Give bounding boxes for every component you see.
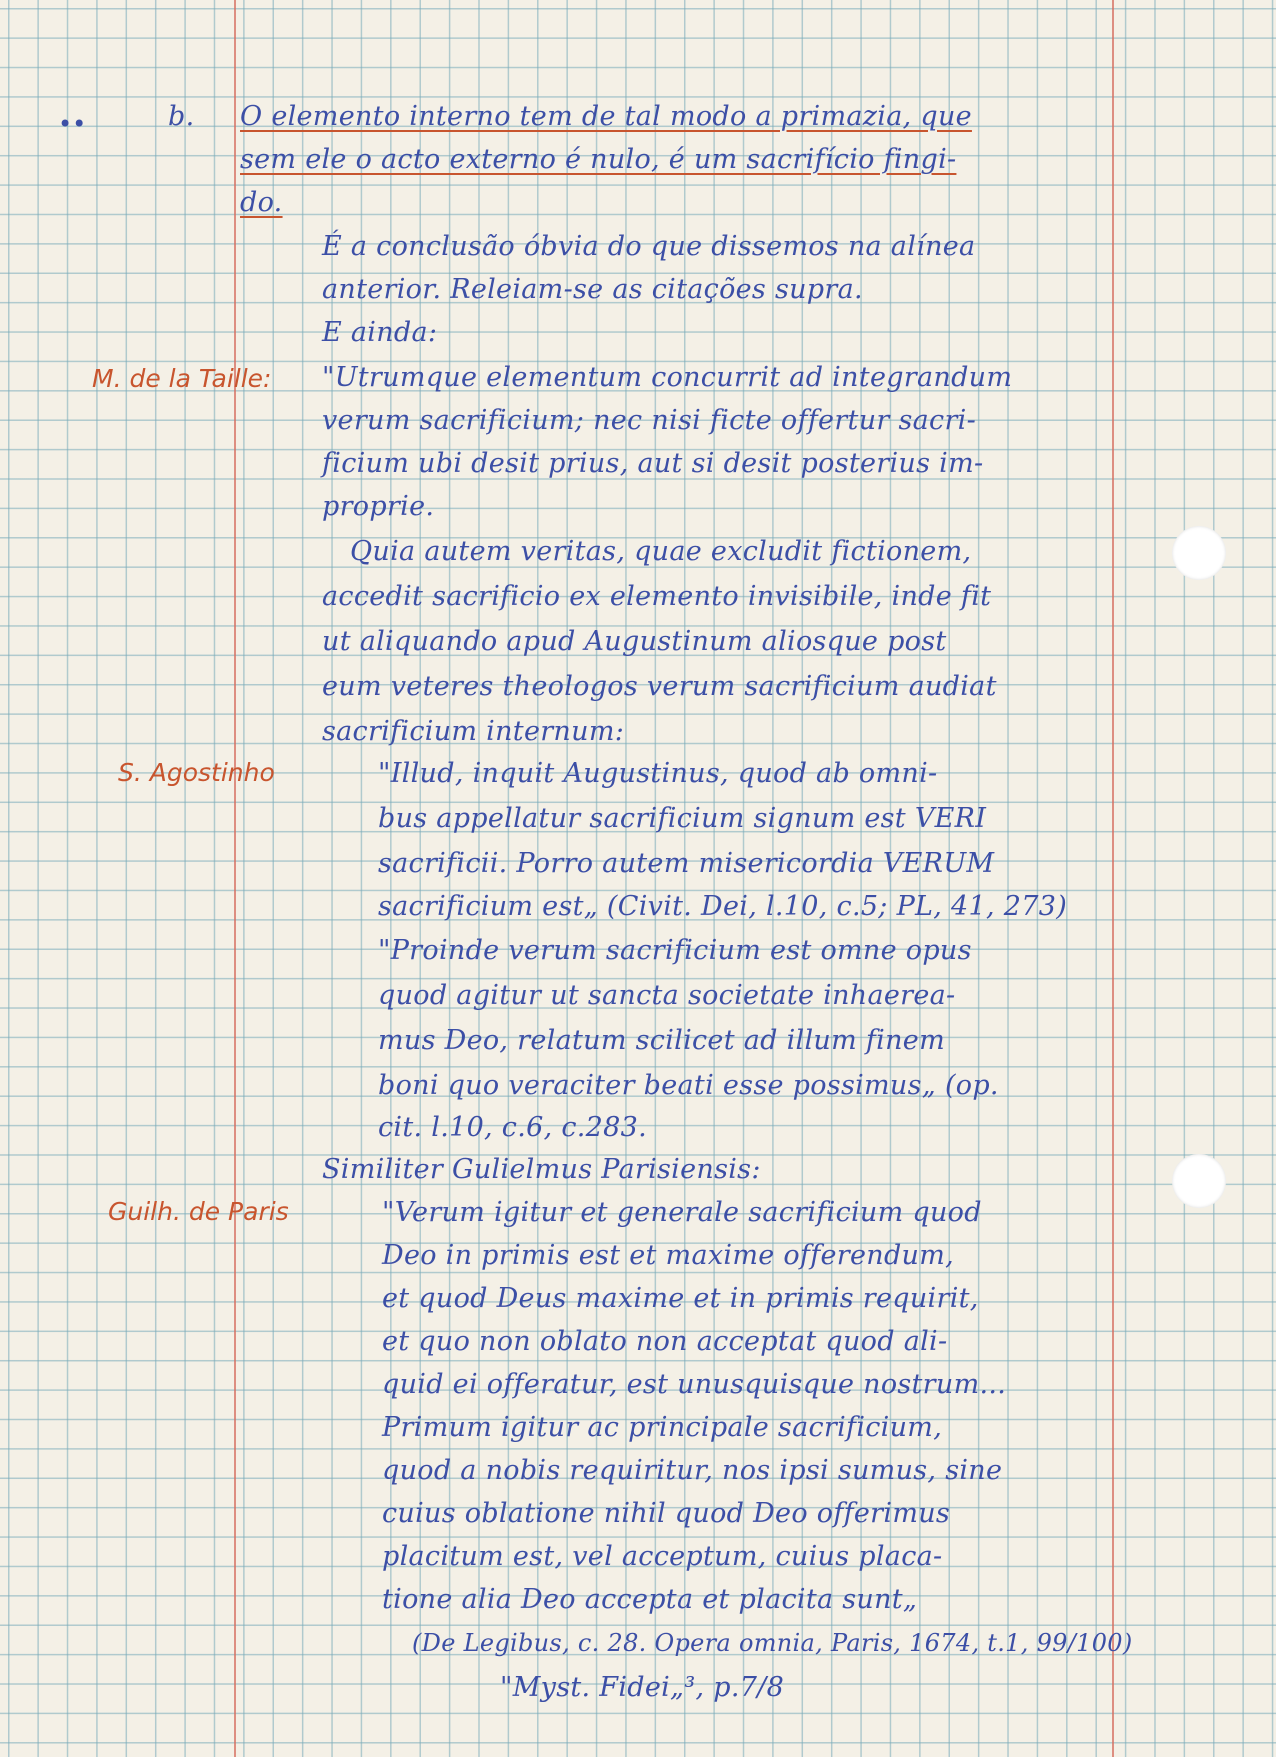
- margin-note-taille: M. de la Taille:: [92, 364, 272, 393]
- augustine-line: boni quo veraciter beati esse possimus„ (op.: [378, 1070, 999, 1101]
- title-line: do.: [240, 187, 283, 218]
- similiter-line: Similiter Gulielmus Parisiensis:: [322, 1154, 761, 1185]
- augustine-line: sacrificii. Porro autem misericordia VERUM: [378, 848, 995, 879]
- punch-hole-upper: [1172, 526, 1226, 580]
- paris-line: quod a nobis requiritur, nos ipsi sumus, sine: [382, 1455, 1003, 1486]
- augustine-line: mus Deo, relatum scilicet ad illum finem: [378, 1025, 945, 1056]
- paris-line: cuius oblatione nihil quod Deo offerimus: [382, 1498, 951, 1529]
- paris-line: et quo non oblato non acceptat quod ali-: [382, 1326, 948, 1357]
- taille-line: "Utrumque elementum concurrit ad integrandum: [322, 362, 1013, 393]
- right-margin-line: [1112, 0, 1114, 1757]
- taille-line: proprie.: [322, 491, 435, 522]
- paris-line: tione alia Deo accepta et placita sunt„: [382, 1584, 918, 1615]
- intro-line: E ainda:: [322, 317, 438, 348]
- intro-line: É a conclusão óbvia do que dissemos na alínea: [322, 231, 976, 262]
- taille-line: ut aliquando apud Augustinum aliosque post: [322, 626, 947, 657]
- augustine-line: "Proinde verum sacrificium est omne opus: [378, 935, 972, 966]
- augustine-line: "Illud, inquit Augustinus, quod ab omni-: [378, 758, 938, 789]
- intro-line: anterior. Releiam-se as citações supra.: [322, 274, 863, 305]
- paris-line: Primum igitur ac principale sacrificium,: [382, 1412, 943, 1443]
- paris-line: placitum est, vel acceptum, cuius placa-: [382, 1541, 943, 1572]
- taille-line: Quia autem veritas, quae excludit fictionem,: [350, 536, 972, 567]
- margin-note-agostinho: S. Agostinho: [118, 758, 275, 787]
- bullet-marks: ••: [58, 110, 87, 138]
- citation-line: "Myst. Fidei„³, p.7/8: [500, 1672, 785, 1703]
- taille-line: verum sacrificium; nec nisi ficte offertur sacri-: [322, 405, 977, 436]
- augustine-line: sacrificium est„ (Civit. Dei, l.10, c.5; PL, 41, 273): [378, 891, 1068, 922]
- citation-line: (De Legibus, c. 28. Opera omnia, Paris, 1674, t.1, 99/100): [412, 1629, 1133, 1657]
- taille-line: accedit sacrificio ex elemento invisibile, inde fit: [322, 581, 992, 612]
- augustine-line: quod agitur ut sancta societate inhaerea-: [378, 980, 956, 1011]
- paris-line: Deo in primis est et maxime offerendum,: [382, 1240, 955, 1271]
- title-line: sem ele o acto externo é nulo, é um sacrifício fingi-: [240, 144, 957, 175]
- paris-line: quid ei offeratur, est unusquisque nostrum...: [382, 1369, 1007, 1400]
- taille-line: eum veteres theologos verum sacrificium audiat: [322, 671, 997, 702]
- margin-note-paris: Guilh. de Paris: [108, 1197, 289, 1226]
- augustine-line: cit. l.10, c.6, c.283.: [378, 1112, 647, 1143]
- paris-line: et quod Deus maxime et in primis requirit,: [382, 1283, 979, 1314]
- title-line: O elemento interno tem de tal modo a primazia, que: [240, 101, 972, 132]
- section-label: b.: [168, 101, 195, 132]
- punch-hole-lower: [1172, 1154, 1226, 1208]
- taille-line: sacrificium internum:: [322, 716, 625, 747]
- augustine-line: bus appellatur sacrificium signum est VERI: [378, 803, 987, 834]
- left-margin-line: [234, 0, 236, 1757]
- paris-line: "Verum igitur et generale sacrificium quod: [382, 1197, 982, 1228]
- taille-line: ficium ubi desit prius, aut si desit posterius im-: [322, 448, 984, 479]
